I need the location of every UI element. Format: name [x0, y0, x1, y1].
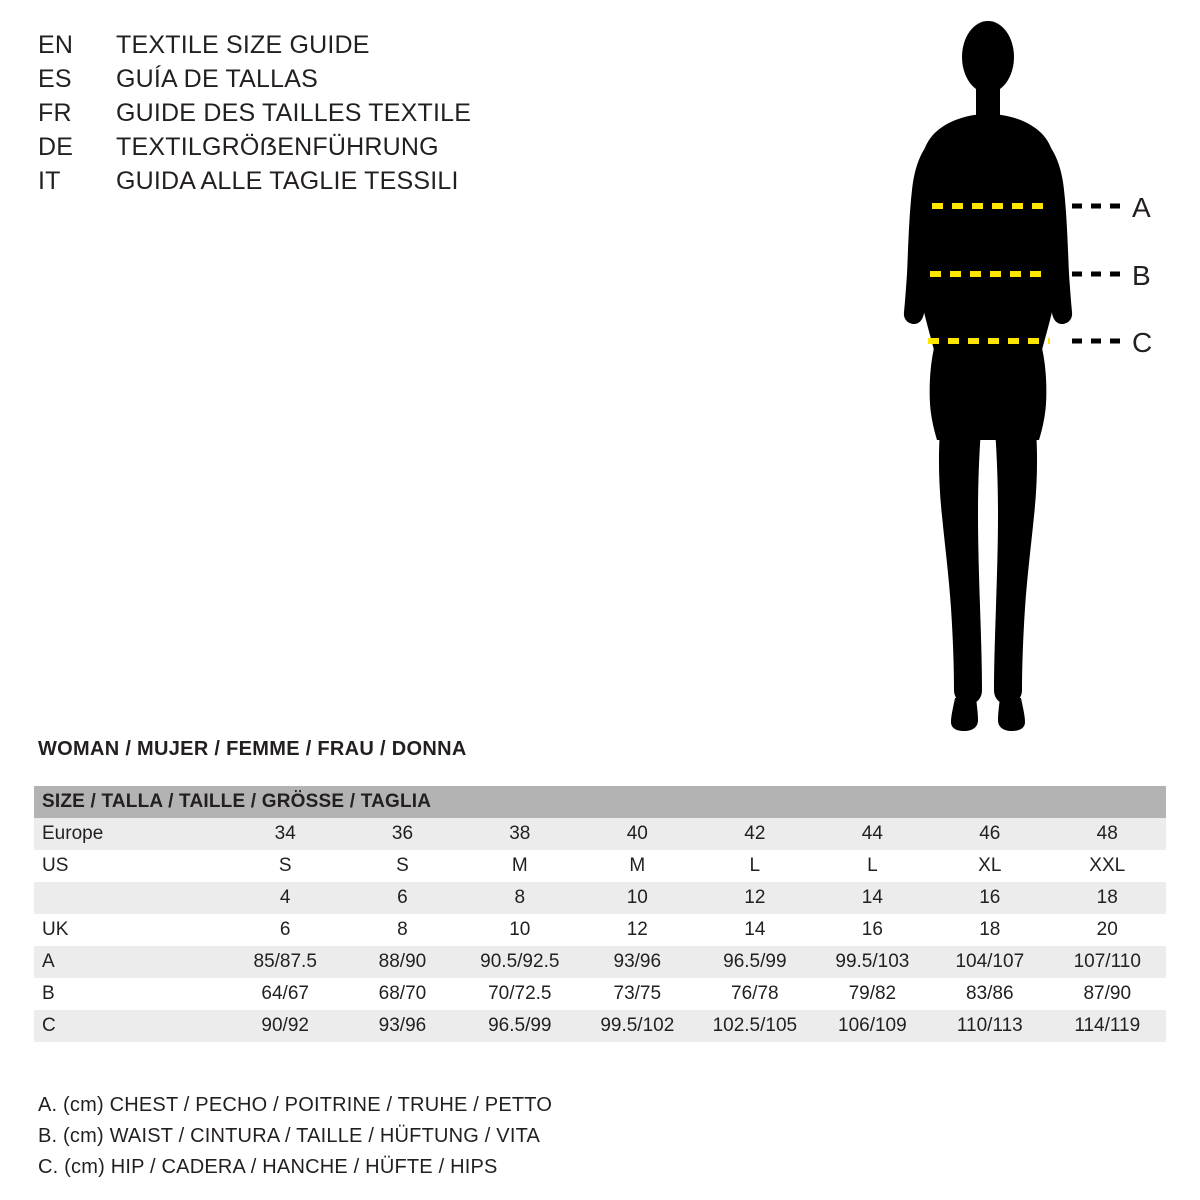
- cell: 96.5/99: [488, 1015, 552, 1036]
- table-row: [34, 818, 1166, 850]
- cell: 79/82: [848, 983, 897, 1004]
- cell: 6: [397, 887, 408, 908]
- cell: 10: [509, 919, 531, 940]
- table-row: [34, 882, 1166, 914]
- cell: 90.5/92.5: [480, 951, 560, 972]
- table-row: [34, 978, 1166, 1010]
- size-table: [34, 786, 1166, 1042]
- language-row: [38, 130, 598, 164]
- measurement-notes: [38, 1090, 938, 1183]
- cell: 87/90: [1083, 983, 1132, 1004]
- row-label: US: [42, 855, 69, 876]
- language-title: TEXTILE SIZE GUIDE: [116, 31, 370, 59]
- cell: M: [511, 855, 528, 876]
- cell: 4: [279, 887, 291, 908]
- cell: 42: [744, 823, 766, 844]
- cell: XXL: [1089, 855, 1126, 876]
- cell: 85/87.5: [253, 951, 317, 972]
- cell: 114/119: [1074, 1015, 1141, 1036]
- cell: 88/90: [378, 951, 427, 972]
- woman-silhouette-icon: [904, 21, 1072, 731]
- row-label: B: [42, 983, 55, 1004]
- cell: 48: [1096, 823, 1118, 844]
- cell: 76/78: [731, 983, 779, 1004]
- language-title-block: [38, 28, 598, 198]
- table-header-label: SIZE / TALLA / TAILLE / GRÖSSE / TAGLIA: [42, 791, 432, 812]
- language-title: GUIDA ALLE TAGLIE TESSILI: [116, 167, 459, 195]
- cell: 14: [861, 887, 883, 908]
- row-label: Europe: [42, 823, 104, 844]
- cell: 16: [861, 919, 883, 940]
- language-row: [38, 96, 598, 130]
- table-row: [34, 914, 1166, 946]
- language-title: GUÍA DE TALLAS: [116, 65, 318, 93]
- cell: 12: [744, 887, 766, 908]
- cell: 20: [1096, 919, 1118, 940]
- cell: 99.5/103: [835, 951, 910, 972]
- cell: 96.5/99: [723, 951, 787, 972]
- language-code: DE: [38, 133, 74, 161]
- language-title: TEXTILGRÖẞENFÜHRUNG: [116, 133, 439, 161]
- cell: 44: [861, 823, 883, 844]
- body-measurement-figure: [860, 10, 1190, 770]
- cell: L: [867, 855, 878, 876]
- cell: 18: [1096, 887, 1118, 908]
- language-code: EN: [38, 31, 74, 59]
- language-code: IT: [38, 167, 61, 195]
- cell: 18: [979, 919, 1001, 940]
- language-code: ES: [38, 65, 72, 93]
- cell: 6: [279, 919, 291, 940]
- cell: 8: [397, 919, 408, 940]
- cell: 68/70: [378, 983, 427, 1004]
- table-row: [34, 850, 1166, 882]
- row-label: [34, 882, 227, 914]
- table-header-row: [34, 786, 1166, 818]
- cell: 8: [514, 887, 526, 908]
- cell: 46: [979, 823, 1001, 844]
- cell: 64/67: [261, 983, 309, 1004]
- cell: S: [396, 855, 409, 876]
- language-row: [38, 62, 598, 96]
- cell: 10: [626, 887, 648, 908]
- cell: 70/72.5: [488, 983, 552, 1004]
- cell: 90/92: [261, 1015, 309, 1036]
- cell: L: [749, 855, 761, 876]
- note-hip: C. (cm) HIP / CADERA / HANCHE / HÜFTE / HIPS: [38, 1156, 498, 1178]
- cell: 73/75: [613, 983, 662, 1004]
- cell: XL: [978, 855, 1002, 876]
- row-label: UK: [42, 919, 69, 940]
- cell: 99.5/102: [600, 1015, 675, 1036]
- marker-label-c: C: [1132, 327, 1153, 358]
- cell: 34: [274, 823, 296, 844]
- cell: S: [278, 855, 292, 876]
- language-title: GUIDE DES TAILLES TEXTILE: [116, 99, 472, 127]
- cell: 102.5/105: [712, 1015, 798, 1036]
- note-waist: B. (cm) WAIST / CINTURA / TAILLE / HÜFTUNG / VITA: [38, 1125, 541, 1147]
- cell: 107/110: [1073, 951, 1141, 972]
- cell: 14: [744, 919, 766, 940]
- cell: 110/113: [956, 1015, 1023, 1036]
- cell: 106/109: [838, 1015, 907, 1036]
- cell: 16: [979, 887, 1001, 908]
- table-row: [34, 1010, 1166, 1042]
- table-row: [34, 946, 1166, 978]
- cell: 83/86: [966, 983, 1014, 1004]
- language-code: FR: [38, 99, 72, 127]
- row-label: A: [42, 951, 55, 972]
- row-label: C: [42, 1015, 56, 1036]
- section-label-woman: WOMAN / MUJER / FEMME / FRAU / DONNA: [38, 738, 467, 760]
- marker-label-a: A: [1132, 192, 1151, 223]
- cell: 40: [626, 823, 648, 844]
- cell: 12: [626, 919, 648, 940]
- cell: 93/96: [613, 951, 662, 972]
- cell: M: [629, 855, 646, 876]
- cell: 93/96: [378, 1015, 427, 1036]
- language-row: [38, 164, 598, 198]
- cell: 36: [391, 823, 414, 844]
- cell: 38: [509, 823, 531, 844]
- note-chest: A. (cm) CHEST / PECHO / POITRINE / TRUHE / PETTO: [38, 1094, 553, 1116]
- cell: 104/107: [955, 951, 1025, 972]
- marker-label-b: B: [1132, 260, 1151, 291]
- language-row: [38, 28, 598, 62]
